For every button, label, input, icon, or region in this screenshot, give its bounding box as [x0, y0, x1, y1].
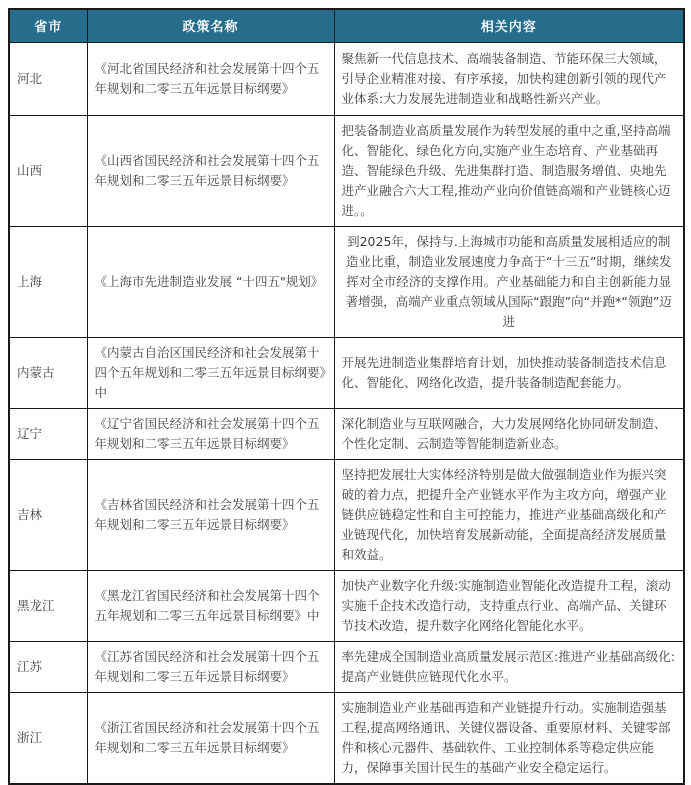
policy-cell: 《浙江省国民经济和社会发展第十四个五年规划和二零三五年远景目标纲要》 — [87, 692, 334, 784]
table-row — [9, 459, 684, 570]
province-cell: 山西 — [9, 115, 87, 226]
column-header-policy: 政策名称 — [87, 9, 334, 42]
province-cell: 辽宁 — [9, 408, 87, 459]
table-row — [9, 692, 684, 784]
policy-cell: 《内蒙古自治区国民经济和社会发展第十四个五年规划和二零三五年远景目标纲要》中 — [87, 337, 334, 408]
table-row — [9, 42, 684, 115]
table-row — [9, 408, 684, 459]
table-row — [9, 570, 684, 641]
header-row — [9, 9, 684, 42]
table-row — [9, 337, 684, 408]
province-cell: 吉林 — [9, 459, 87, 570]
table-row — [9, 115, 684, 226]
column-header-province: 省市 — [9, 9, 87, 42]
table-row — [9, 226, 684, 337]
policy-cell: 《辽宁省国民经济和社会发展第十四个五年规划和二零三五年远景目标纲要》 — [87, 408, 334, 459]
content-cell: 实施制造业产业基础再造和产业链提升行动。实施制造强基工程,提高网络通讯、关键仪器设备、重要原材料、关键零部件和核心元器件、基础软件、工业控制体系等稳定供应能力，保障事关国计民生的基础产业安全稳定运行。 — [334, 692, 684, 784]
province-cell: 黑龙江 — [9, 570, 87, 641]
content-cell: 率先建成全国制造业高质量发展示范区:推进产业基础高级化:提高产业链供应链现代化水平。 — [334, 641, 684, 692]
province-cell: 江苏 — [9, 641, 87, 692]
content-cell: 到2025年，保持与.上海城市功能和高质量发展相适应的制造业比重，制造业发展速度力争高于“十三五”时期，继续发挥对全市经济的支撑作用。产业基础能力和自主创新能力显著增强，高端产业重点领域从国际“跟跑”向“并跑*“领跑”迈进 — [334, 226, 684, 337]
province-cell: 河北 — [9, 42, 87, 115]
policy-table — [8, 8, 685, 785]
content-cell: 把装备制造业高质量发展作为转型发展的重中之重,坚持高端化、智能化、绿色化方向,实施产业生态培育、产业基础再造、智能绿色升级、先进集群打造、制造服务增值、央地先进产业融合六大工程,推动产业向价值链高端和产业链核心迈进。。 — [334, 115, 684, 226]
content-cell: 深化制造业与互联网融合，大力发展网络化协同研发制造、个性化定制、云制造等智能制造新业态。 — [334, 408, 684, 459]
content-cell: 加快产业数字化升级:实施制造业智能化改造提升工程，滚动实施千企技术改造行动，支持重点行业、高端产品、关键环节技术改造，提升数字化网络化智能化水平。 — [334, 570, 684, 641]
content-cell: 开展先进制造业集群培育计划，加快推动装备制造技术信息化、智能化、网络化改造，提升装备制造配套能力。 — [334, 337, 684, 408]
policy-cell: 《吉林省国民经济和社会发展第十四个五年规划和二零三五年远景目标纲要》 — [87, 459, 334, 570]
province-cell: 浙江 — [9, 692, 87, 784]
policy-cell: 《河北省国民经济和社会发展第十四个五年规划和二零三五年远景目标纲要》 — [87, 42, 334, 115]
content-cell: 聚焦新一代信息技术、高端装备制造、节能环保三大领域，引导企业精准对接、有序承接，加快构建创新引领的现代产业体系:大力发展先进制造业和战略性新兴产业。 — [334, 42, 684, 115]
policy-cell: 《江苏省国民经济和社会发展第十四个五年规划和二零三五年远景目标纲要》 — [87, 641, 334, 692]
policy-cell: 《上海市先进制造业发展 “十四五"规划》 — [87, 226, 334, 337]
province-cell: 内蒙古 — [9, 337, 87, 408]
table-row — [9, 641, 684, 692]
content-cell: 坚持把发展壮大实体经济特别是做大做强制造业作为振兴突破的着力点，把提升全产业链水平作为主攻方向，增强产业链供应链稳定性和自主可控能力，推进产业基础高级化和产业链现代化，加快培育发展新动能，全面提高经济发展质量和效益。 — [334, 459, 684, 570]
column-header-content: 相关内容 — [334, 9, 684, 42]
policy-cell: 《山西省国民经济和社会发展第十四个五年规划和二零三五年远景目标纲要》 — [87, 115, 334, 226]
province-cell: 上海 — [9, 226, 87, 337]
policy-cell: 《黑龙江省国民经济和社会发展第十四个五年规划和二零三五年远景目标纲要》中 — [87, 570, 334, 641]
